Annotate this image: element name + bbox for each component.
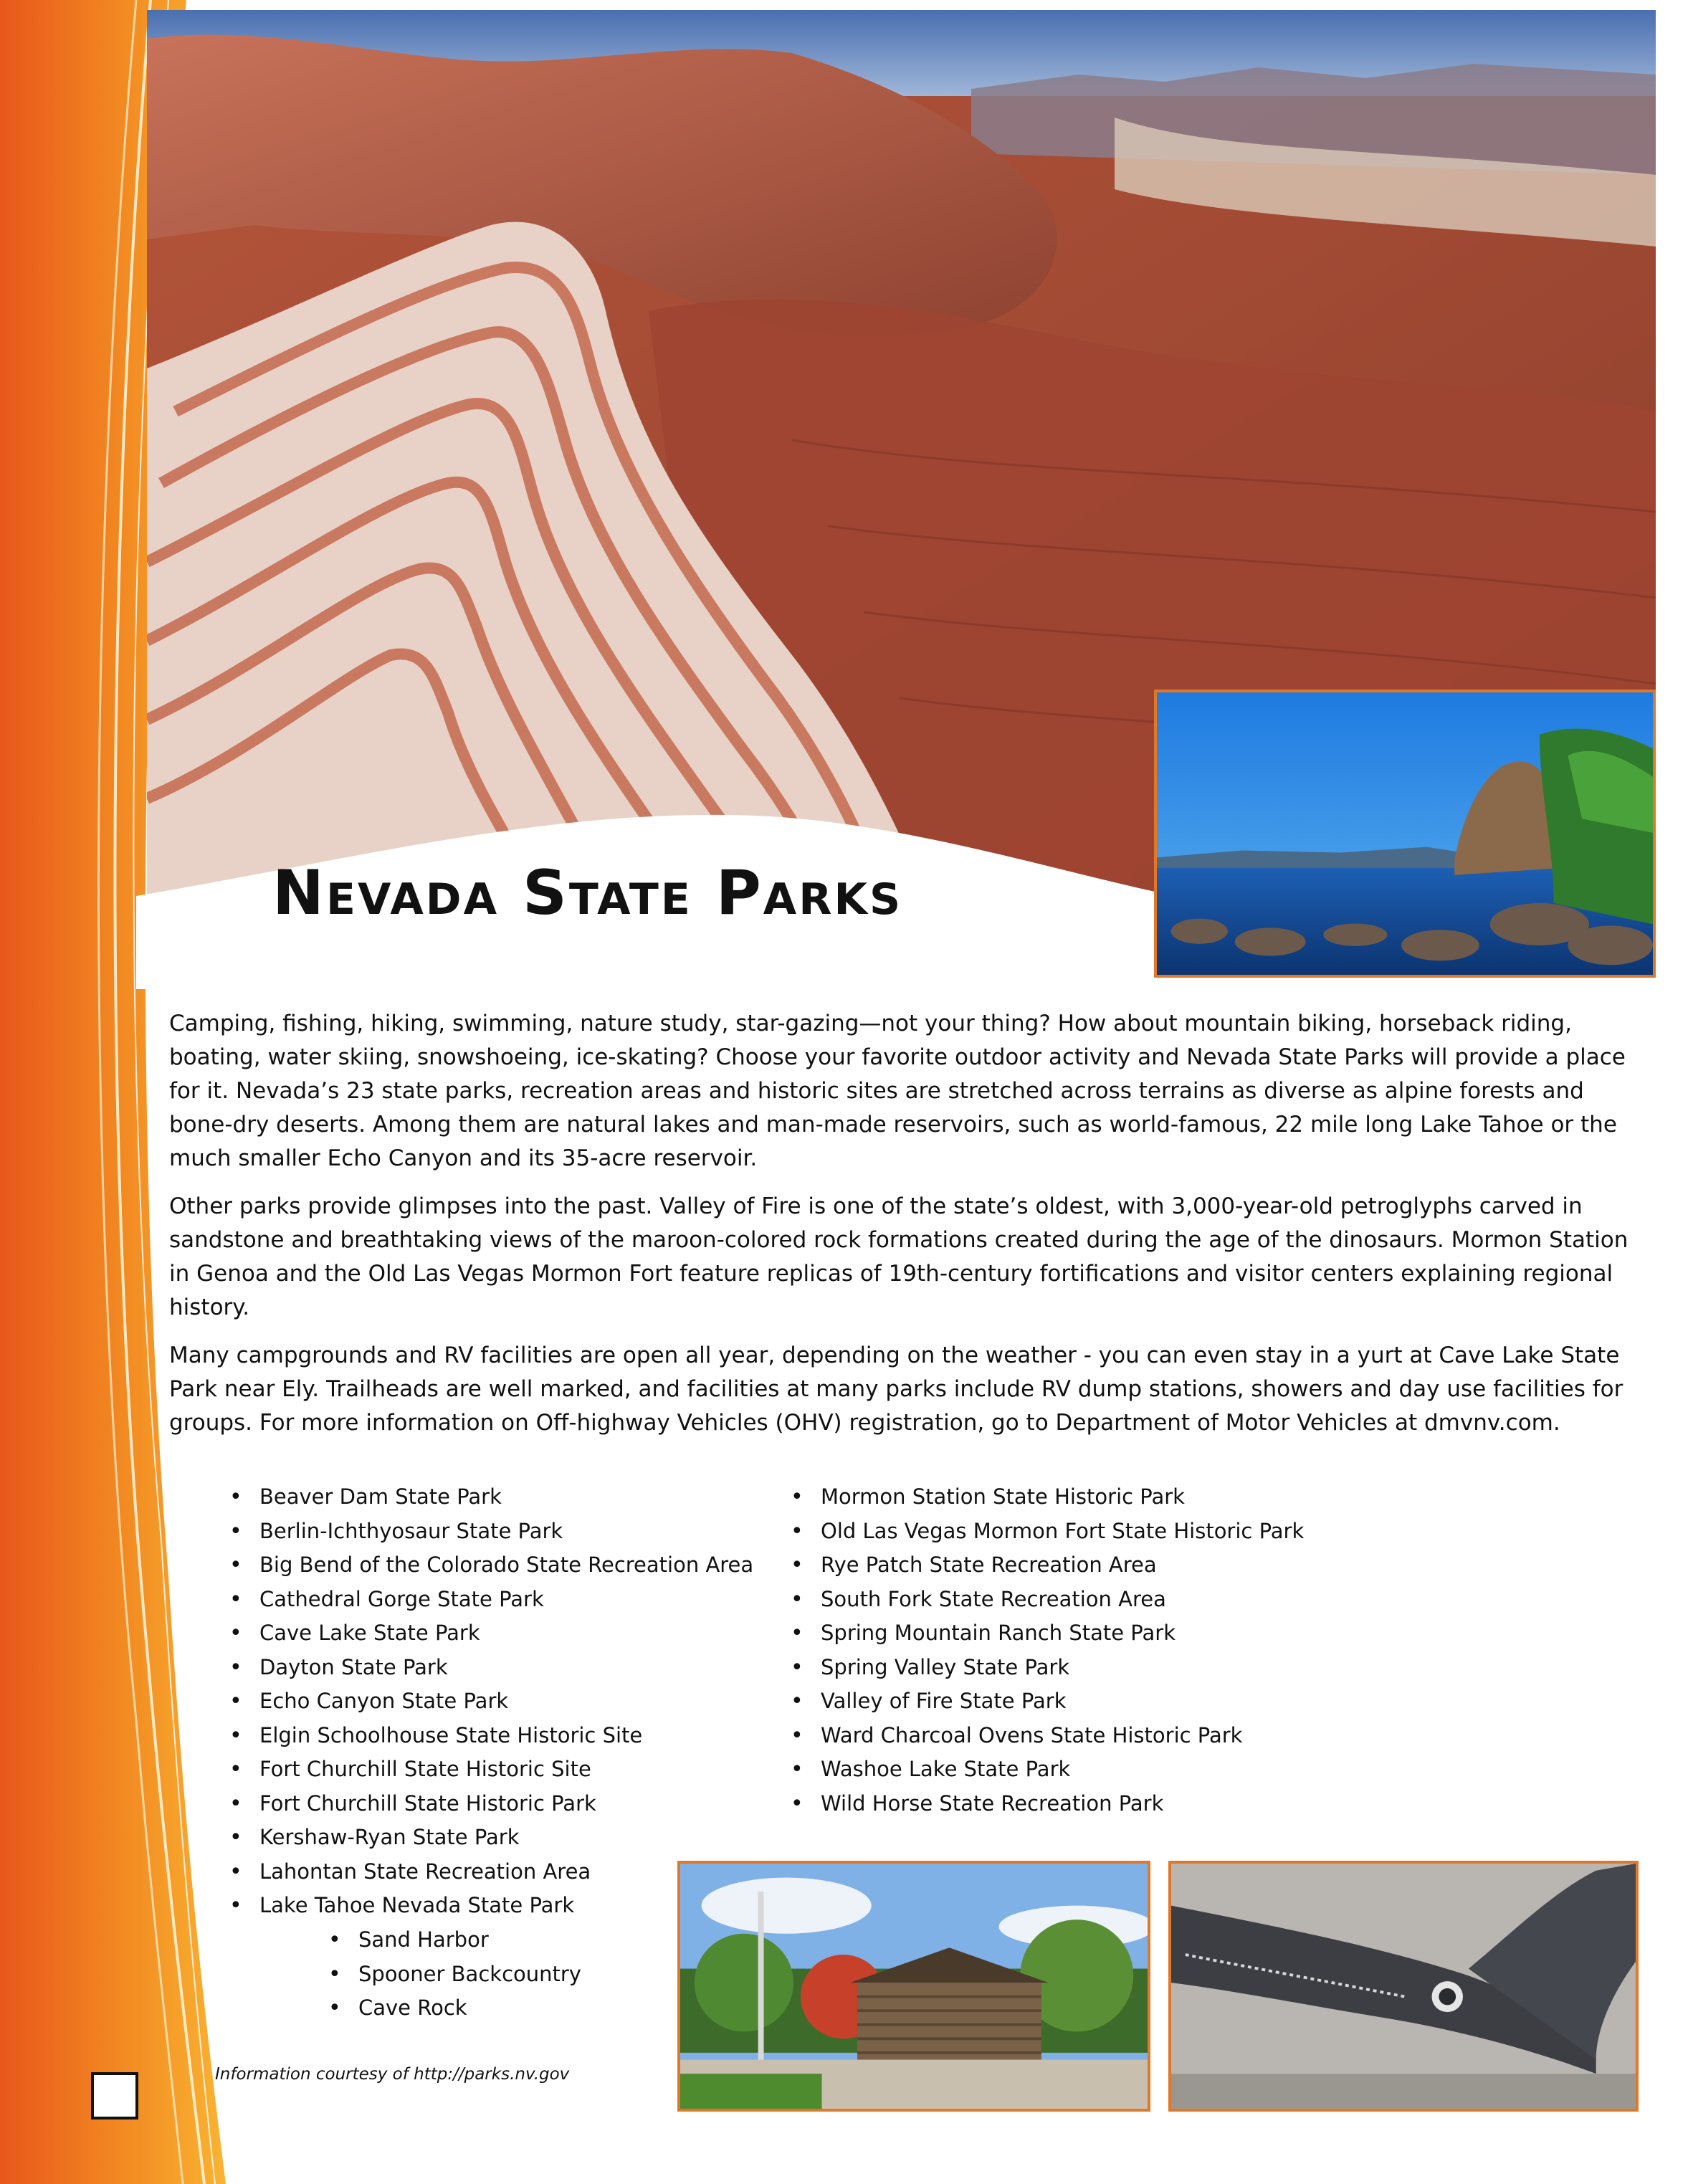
lake-tahoe-cave-rock-photo xyxy=(1157,692,1653,975)
list-item: • Valley of Fire State Park xyxy=(821,1684,1304,1719)
list-item: • Wild Horse State Recreation Park xyxy=(821,1787,1304,1821)
list-item: • Ward Charcoal Ovens State Historic Park xyxy=(821,1719,1304,1753)
paragraph-campgrounds: Many campgrounds and RV facilities are open all year, depending on the weather - you can even stay in a yurt at Cave Lake State Park near Ely. Trailheads are well marked, and facilities at many parks include RV dump stations, showers and day use facilities for groups. For more information on Off-highway Vehicles (OHV) registration, go to Department of Motor Vehicles at dmvnv.com. xyxy=(169,1343,1623,1436)
list-item: • Beaver Dam State Park xyxy=(259,1480,753,1515)
paragraph-history: Other parks provide glimpses into the past. Valley of Fire is one of the state’s oldest, with 3,000-year-old petroglyphs carved in sandstone and breathtaking views of the maroon-colored rock formations created during the age of the dinosaurs. Mormon Station in Genoa and the Old Las Vegas Mormon Fort feature replicas of 19th-century fortifications and visitor centers explaining regional history. xyxy=(169,1193,1629,1320)
fossil-photo xyxy=(1168,1861,1639,2112)
list-item: • Washoe Lake State Park xyxy=(821,1753,1304,1787)
paragraph-activities: Camping, fishing, hiking, swimming, nature study, star-gazing—not your thing? How about mountain biking, horseback riding, boating, water skiing, snowshoeing, ice-skating? Choose your favorite outdoor activity and Nevada State Parks will provide a place for it. Nevada’s 23 state parks, recreation areas and historic sites are stretched across terrains as diverse as alpine forests and bone-dry deserts. Among them are natural lakes and man-made reservoirs, such as world-famous, 22 mile long Lake Tahoe or the much smaller Echo Canyon and its 35-acre reservoir. xyxy=(169,1011,1626,1171)
list-item: • Lake Tahoe Nevada State Park xyxy=(259,1889,753,1923)
intro-text xyxy=(169,1007,1631,1454)
list-item: • Old Las Vegas Mormon Fort State Historic Park xyxy=(821,1515,1304,1549)
list-item: • Cathedral Gorge State Park xyxy=(259,1583,753,1617)
list-item: • Dayton State Park xyxy=(259,1651,753,1685)
list-item: • Rye Patch State Recreation Area xyxy=(821,1548,1304,1583)
list-item: • Sand Harbor xyxy=(358,1923,581,1958)
list-item: • South Fork State Recreation Area xyxy=(821,1583,1304,1617)
source-credit: Information courtesy of http://parks.nv.gov xyxy=(215,2065,570,2084)
list-item: • Cave Lake State Park xyxy=(259,1616,753,1651)
lake-tahoe-sublist xyxy=(358,1923,581,2026)
page-title: Nevada State Parks xyxy=(272,857,903,929)
list-item: • Kershaw-Ryan State Park xyxy=(259,1821,753,1855)
parks-list-right xyxy=(821,1480,1304,1821)
list-item: • Cave Rock xyxy=(358,1991,581,2026)
page-number-box xyxy=(91,2072,138,2119)
parks-list-left xyxy=(259,1480,753,1923)
lake-photo xyxy=(1154,690,1656,978)
list-item: • Berlin-Ichthyosaur State Park xyxy=(259,1515,753,1549)
list-item: • Lahontan State Recreation Area xyxy=(259,1855,753,1889)
list-item: • Fort Churchill State Historic Park xyxy=(259,1787,753,1821)
ichthyosaur-fossil-relief-photo xyxy=(1171,1864,1636,2109)
list-item: • Mormon Station State Historic Park xyxy=(821,1480,1304,1515)
list-item: • Elgin Schoolhouse State Historic Site xyxy=(259,1719,753,1753)
list-item: • Echo Canyon State Park xyxy=(259,1684,753,1719)
list-item: • Spooner Backcountry xyxy=(358,1958,581,1992)
list-item: • Fort Churchill State Historic Site xyxy=(259,1753,753,1787)
list-item: • Spring Mountain Ranch State Park xyxy=(821,1616,1304,1651)
list-item: • Big Bend of the Colorado State Recreation Area xyxy=(259,1548,753,1583)
cabin-photo xyxy=(677,1861,1150,2112)
log-cabin-fort-photo xyxy=(680,1864,1148,2109)
list-item: • Spring Valley State Park xyxy=(821,1651,1304,1685)
